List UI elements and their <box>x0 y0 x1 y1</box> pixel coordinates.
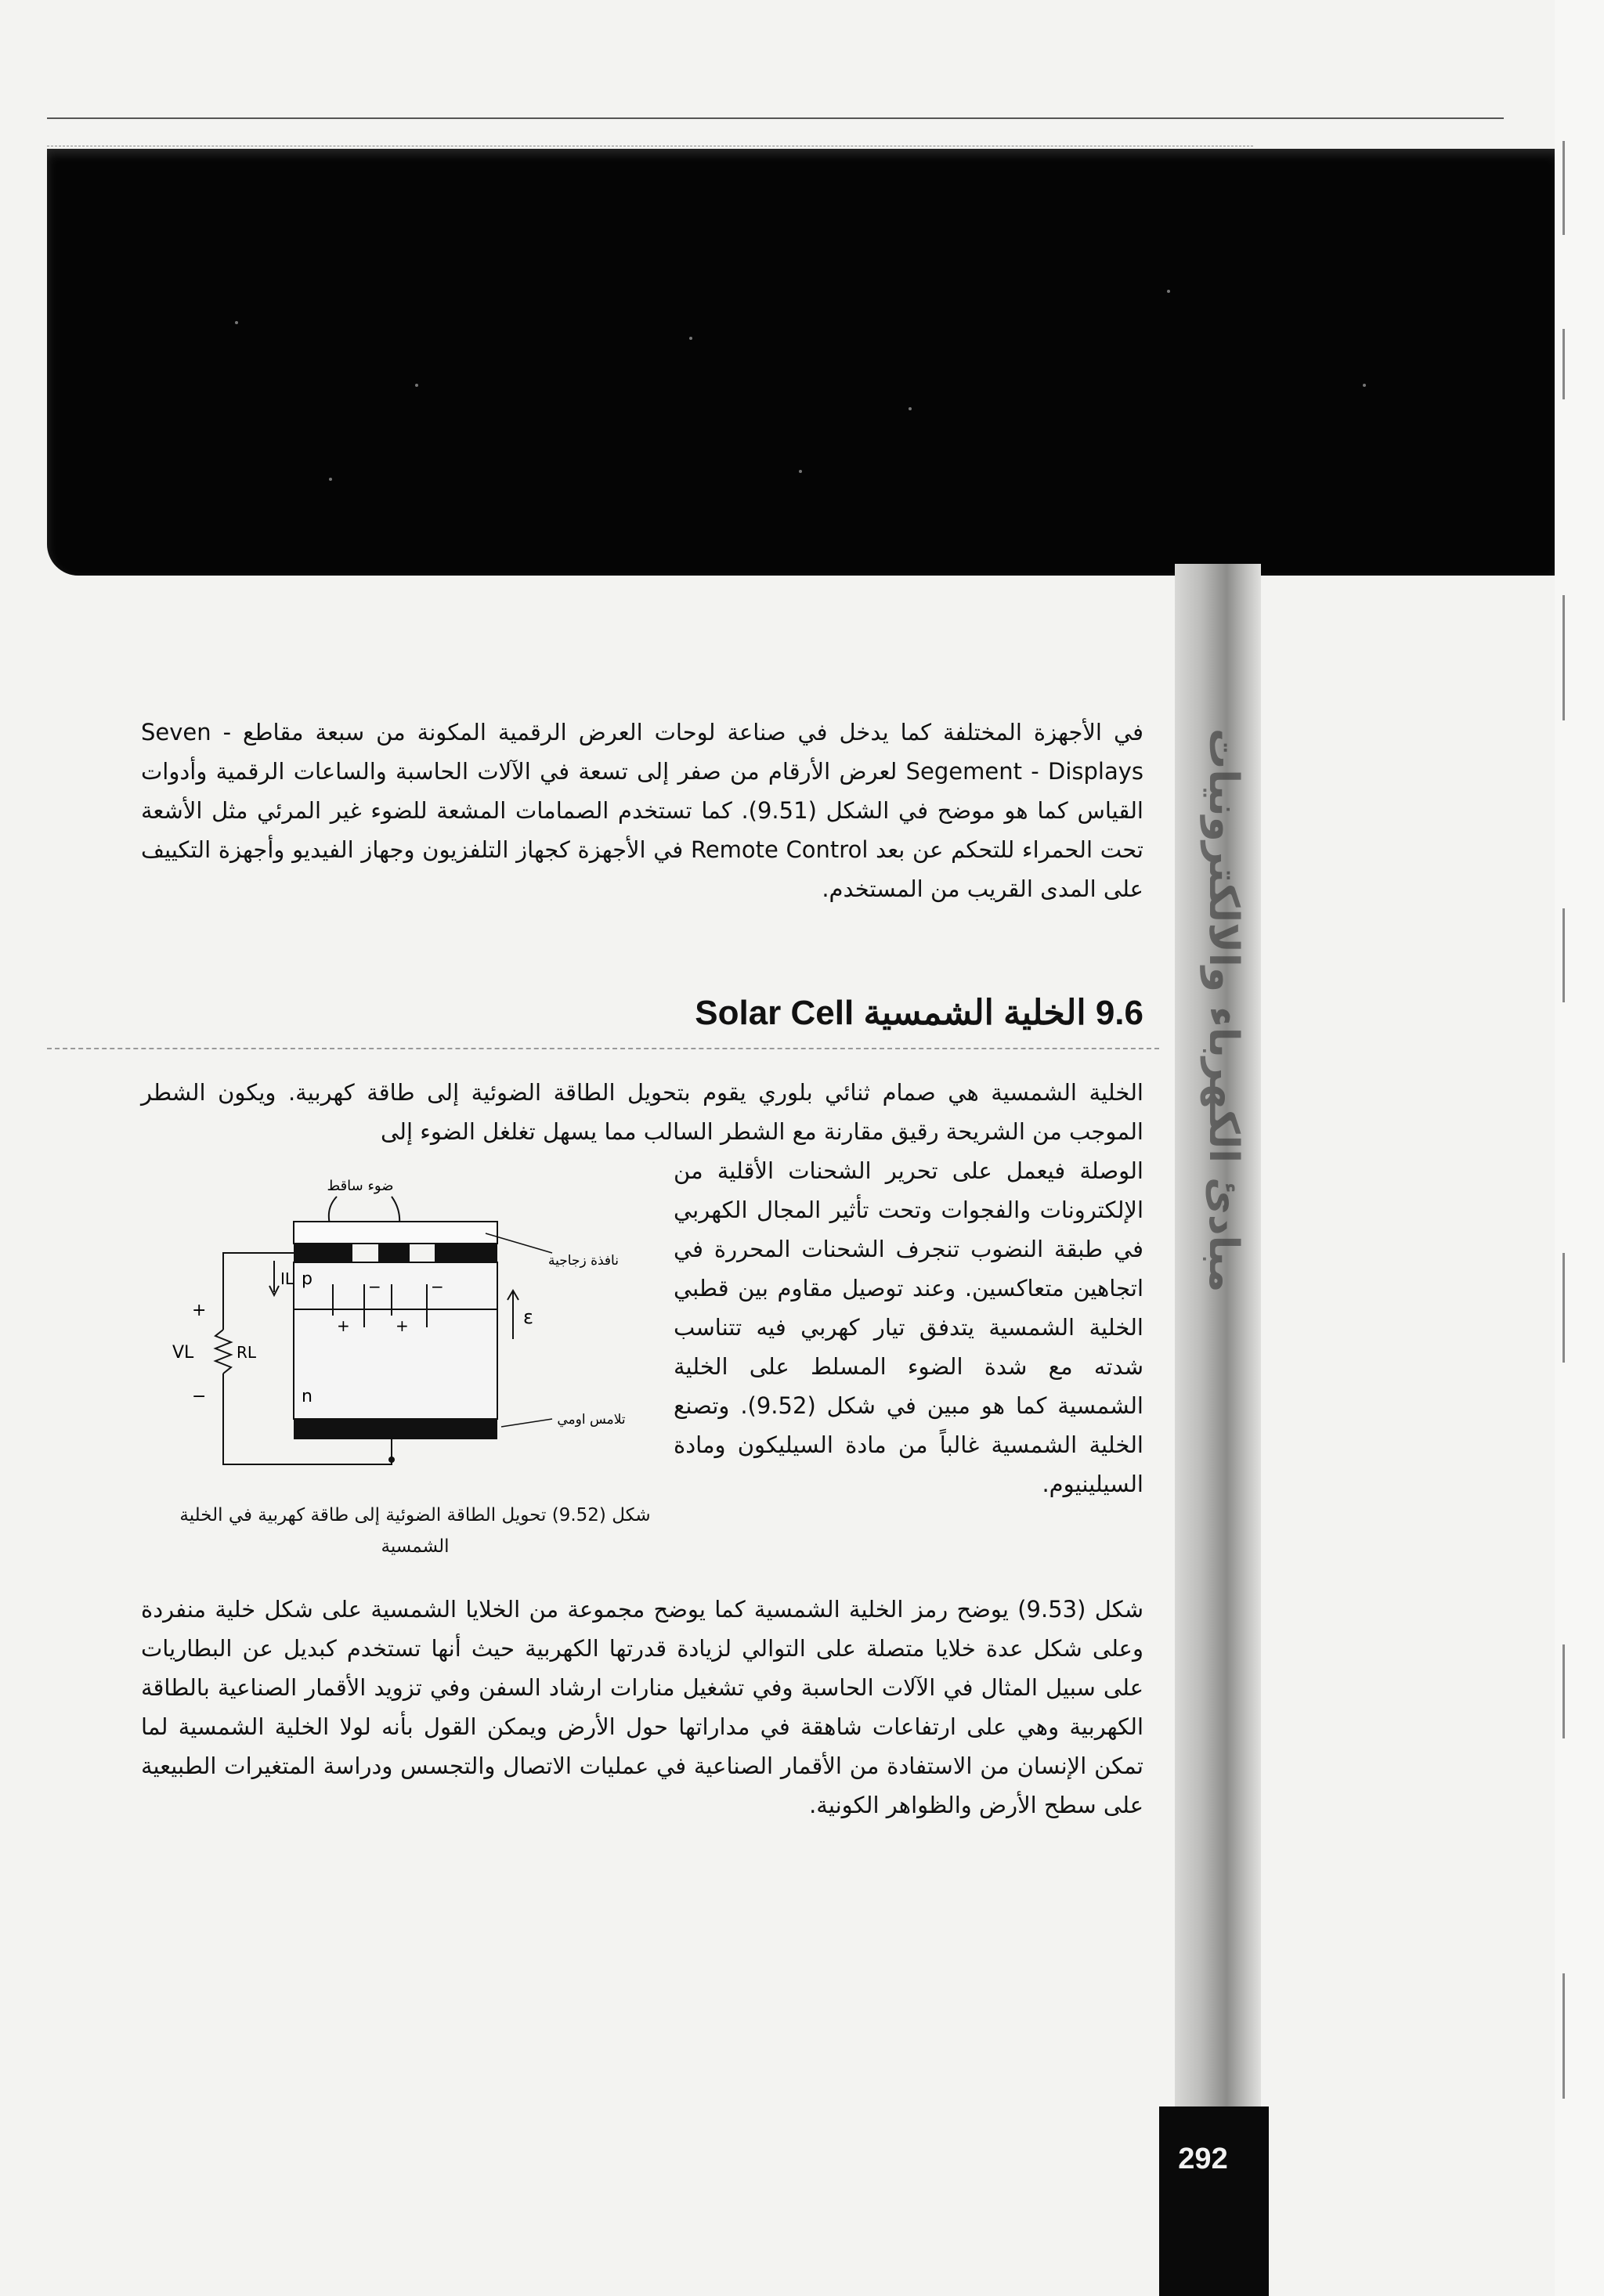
top-rule <box>47 117 1504 119</box>
label-voltage: VL <box>172 1343 194 1363</box>
label-n: n <box>302 1387 312 1406</box>
section-number: 9.6 <box>1095 994 1143 1032</box>
carrier-plus: + <box>396 1316 409 1335</box>
top-contact <box>294 1244 352 1262</box>
heading-rule <box>47 1048 1159 1049</box>
label-field: ε <box>523 1306 533 1328</box>
paragraph-solar-definition: الخلية الشمسية هي صمام ثنائي بلوري يقوم بتحويل الطاقة الضوئية إلى طاقة كهربية. ويكون الشطر الموجب من الشريحة رقيق مقارنة مع الشطر السالب مما يسهل تغلغل الضوء إلى <box>141 1079 1143 1145</box>
label-p: p <box>302 1269 312 1289</box>
paragraph-intro: في الأجهزة المختلفة كما يدخل في صناعة لوحات العرض الرقمية المكونة من سبعة مقاطع Seven - Segement - Displays لعرض الأرقام من صفر إلى تسعة في الآلات الحاسبة والساعات الرقمية وأدوات القياس كما هو موضح في الشكل (9.51). كما تستخدم الصمامات المشعة للضوء غير المرئي مثل الأشعة تحت الحمراء للتحكم عن بعد Remote Control في الأجهزة كجهاز التلفزيون وجهاز الفيديو وأجهزة التكييف على المدى القريب من المستخدم. <box>141 719 1144 902</box>
side-title: مبادئ الكهرباء والالكترونيات <box>1200 727 1247 1293</box>
page-edge <box>1555 0 1604 2296</box>
top-contact <box>435 1244 497 1262</box>
page-number: 292 <box>1178 2143 1228 2175</box>
voltage-minus: − <box>192 1387 207 1406</box>
header-band <box>47 149 1559 576</box>
solar-cell-diagram <box>157 1175 658 1504</box>
label-incident-light: ضوء ساقط <box>327 1178 394 1194</box>
glass-window <box>294 1222 497 1244</box>
bottom-contact <box>294 1419 497 1439</box>
top-contact <box>378 1244 410 1262</box>
figure-caption: شكل (9.52) تحويل الطاقة الضوئية إلى طاقة كهربية في الخلية الشمسية <box>179 1505 651 1557</box>
resistor <box>215 1330 231 1374</box>
solar-cell-figure <box>157 1175 658 1504</box>
label-current: IL <box>280 1269 294 1288</box>
section-heading <box>689 993 1143 1033</box>
carrier-plus: + <box>337 1316 350 1335</box>
p-layer <box>294 1262 497 1309</box>
section-title-en: Solar Cell <box>695 994 854 1032</box>
circuit-wire <box>223 1253 294 1330</box>
paragraph-solar-operation: الوصلة فيعمل على تحرير الشحنات الأقلية من الإلكترونات والفجوات وتحت تأثير المجال الكهربي في طبقة النضوب تنجرف الشحنات المحررة في اتجاهين متعاكسين. وعند توصيل مقاوم بين قطبي الخلية الشمسية يتدفق تيار كهربي فيه تتناسب شدته مع شدة الضوء المسلط على الخلية الشمسية كما هو مبين في شكل (9.52). وتصنع الخلية الشمسية غالباً من مادة السيليكون ومادة السيلينيوم. <box>674 1157 1143 1497</box>
page-number-block <box>1159 2106 1269 2296</box>
paragraph-solar-applications: شكل (9.53) يوضح رمز الخلية الشمسية كما يوضح مجموعة من الخلايا الشمسية على شكل خلية منفردة وعلى شكل عدة خلايا متصلة على التوالي لزيادة قدرتها الكهربية حيث أنها تستخدم كبديل عن البطاريات على سبيل المثال في الآلات الحاسبة وفي تشغيل منارات ارشاد السفن وفي تزويد الأقمار الصناعية بالطاقة الكهربية وهي على ارتفاعات شاهقة في مداراتها حول الأرض ويمكن القول بأنه لولا الخلية الشمسية لما تمكن الإنسان من الاستفادة من الأقمار الصناعية في عمليات الاتصال والتجسس ودراسة المتغيرات الطبيعية على سطح الأرض والظواهر الكونية. <box>141 1596 1144 1818</box>
carrier-minus: − <box>431 1277 444 1296</box>
label-ohmic-contact: تلامس اومي <box>557 1412 626 1428</box>
label-glass-window: نافذة زجاجية <box>548 1253 619 1269</box>
voltage-plus: + <box>192 1301 207 1320</box>
label-resistor: RL <box>237 1343 257 1362</box>
section-title-ar: الخلية الشمسية <box>863 994 1086 1032</box>
carrier-minus: − <box>368 1277 381 1296</box>
